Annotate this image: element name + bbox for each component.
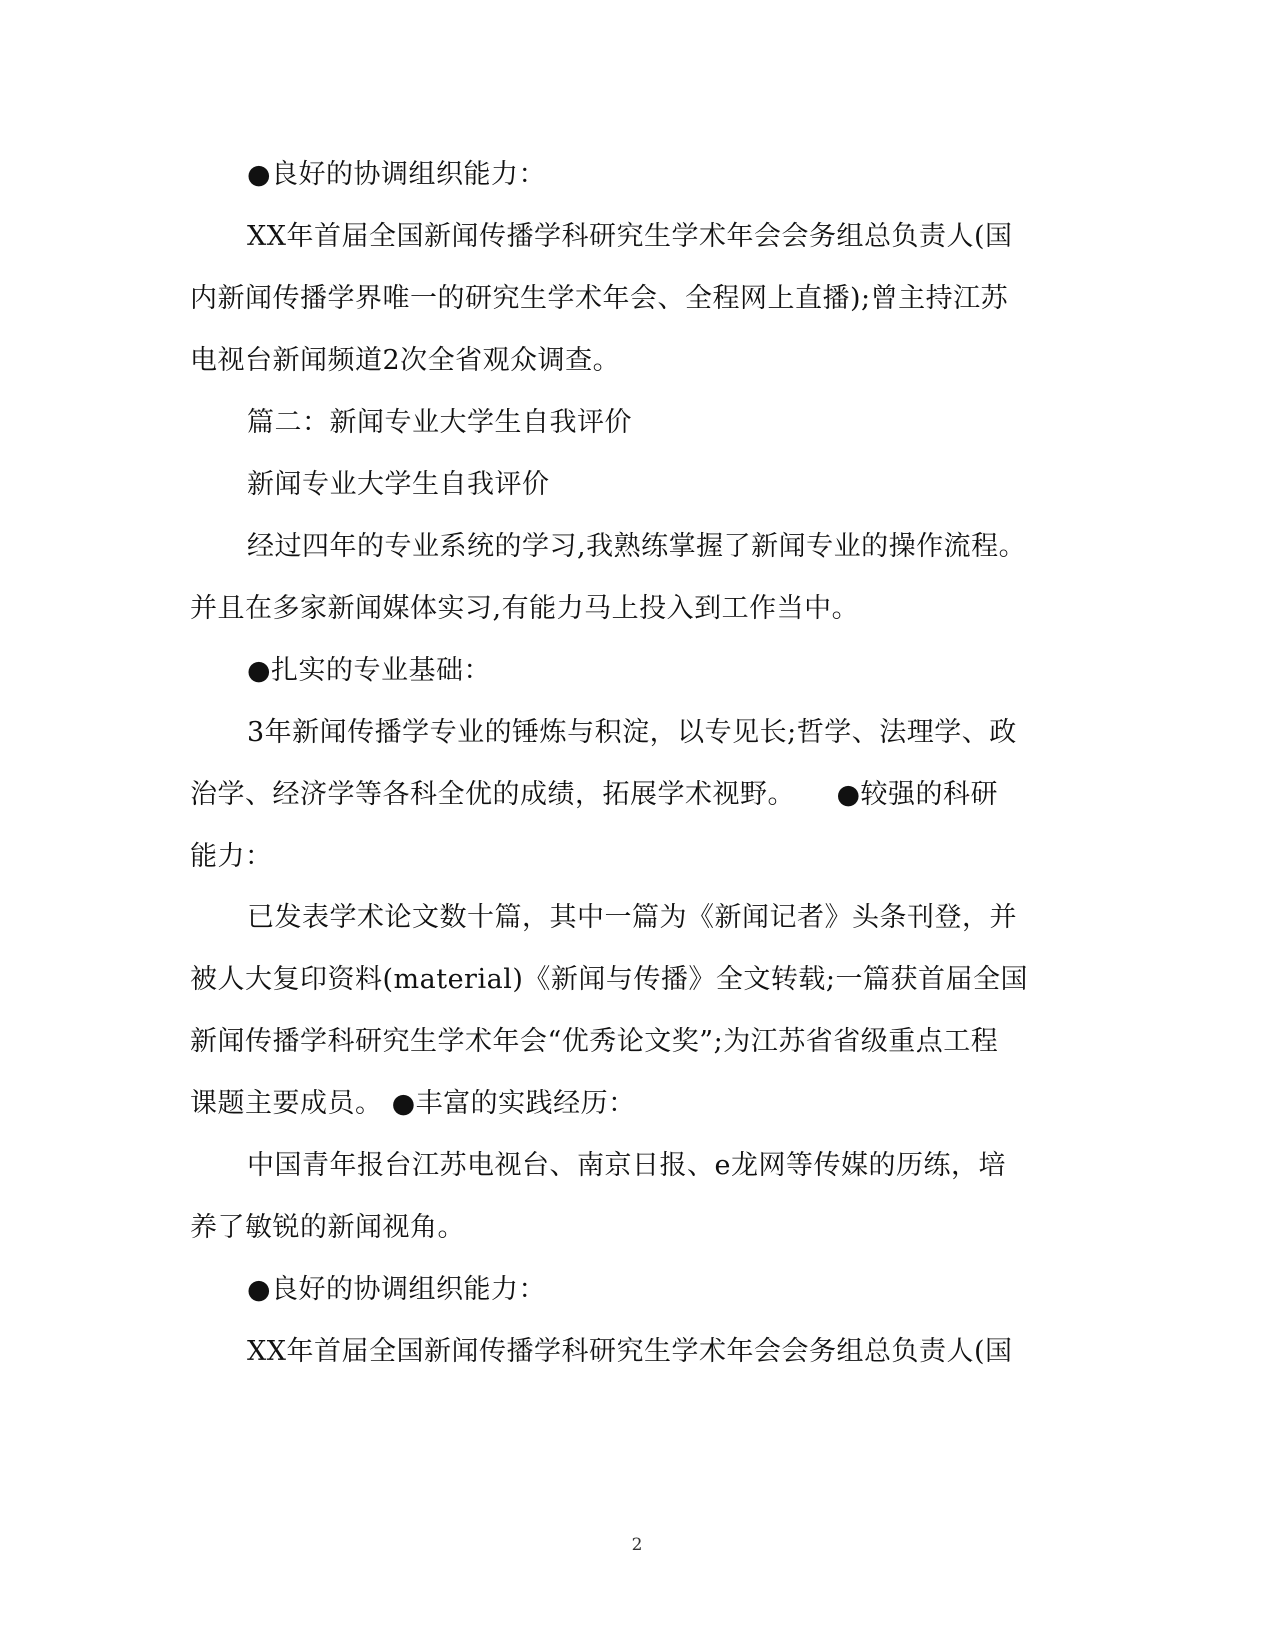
text-line: 内新闻传播学界唯一的研究生学术年会、全程网上直播);曾主持江苏 [190,283,1009,314]
text-line: 电视台新闻频道2次全省观众调查。 [190,345,621,376]
text-line: XX年首届全国新闻传播学科研究生学术年会会务组总负责人(国 [247,1336,1013,1367]
text-line: 并且在多家新闻媒体实习,有能力马上投入到工作当中。 [190,593,860,624]
text-line: 被人大复印资料(material)《新闻与传播》全文转载;一篇获首届全国 [190,964,1028,995]
text-line: 能力： [190,841,273,872]
text-line: 篇二：新闻专业大学生自我评价 [247,407,632,438]
text-line: 养了敏锐的新闻视角。 [190,1212,465,1243]
text-line: ●良好的协调组织能力： [247,159,547,190]
text-line: 中国青年报台江苏电视台、南京日报、e龙网等传媒的历练，培 [247,1150,1006,1181]
text-line: 已发表学术论文数十篇，其中一篇为《新闻记者》头条刊登，并 [247,902,1017,933]
text-line: ●扎实的专业基础： [247,655,492,686]
text-line: ●良好的协调组织能力： [247,1274,547,1305]
text-line: 新闻传播学科研究生学术年会“优秀论文奖”;为江苏省省级重点工程 [190,1026,999,1057]
text-line: 经过四年的专业系统的学习,我熟练掌握了新闻专业的操作流程。 [247,531,1027,562]
text-line: 新闻专业大学生自我评价 [247,469,550,500]
text-line: 课题主要成员。 ●丰富的实践经历： [190,1088,636,1119]
text-line: XX年首届全国新闻传播学科研究生学术年会会务组总负责人(国 [247,221,1013,252]
text-line: 3年新闻传播学专业的锤炼与积淀，以专见长;哲学、法理学、政 [247,717,1017,748]
page-number: 2 [631,1535,643,1555]
text-line: 治学、经济学等各科全优的成绩，拓展学术视野。 ●较强的科研 [190,779,999,810]
